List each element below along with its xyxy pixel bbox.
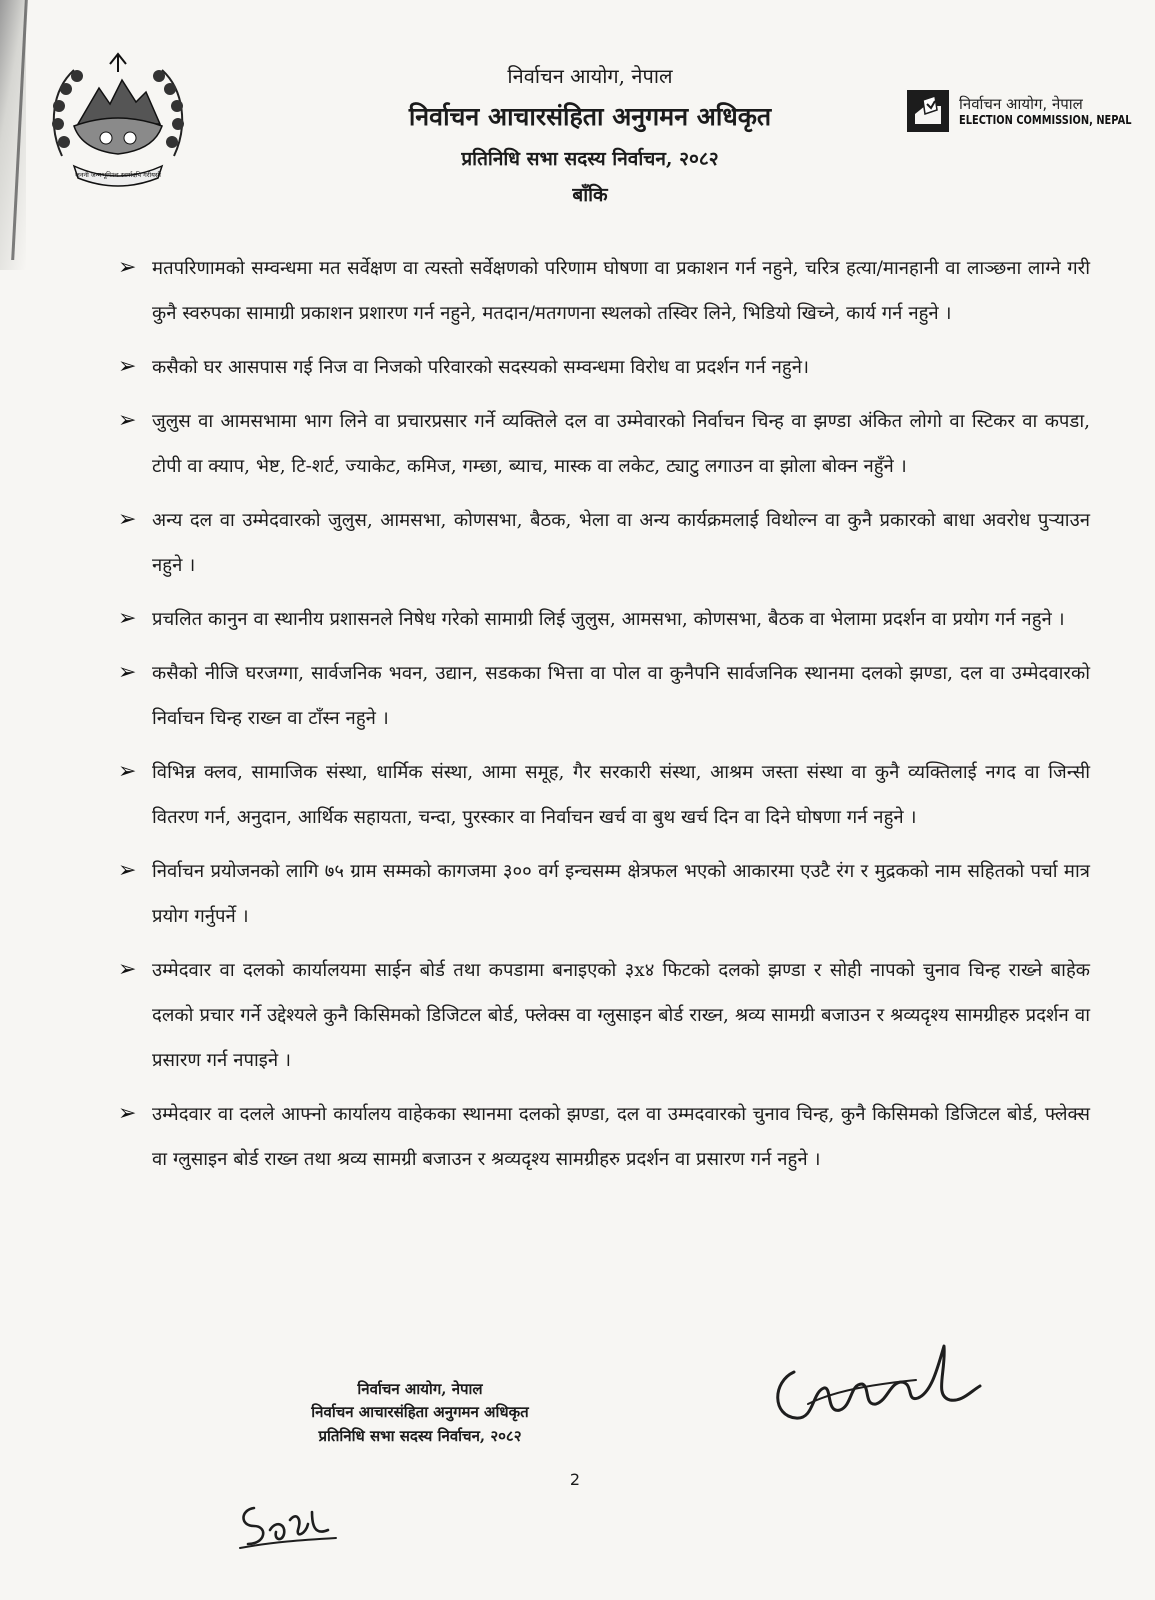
arrowhead-bullet-icon: ➢ bbox=[118, 1101, 137, 1126]
header-election: प्रतिनिधि सभा सदस्य निर्वाचन, २०८२ bbox=[461, 148, 719, 170]
rule-text: विभिन्न क्लव, सामाजिक संस्था, धार्मिक संस्था, आमा समूह, गैर सरकारी संस्था, आश्रम जस्ता संस्था वा कुनै व्यक्तिलाई नगद वा जिन्सी वितरण गर्न, अनुदान, आर्थिक सहायता, चन्दा, पुरस्कार वा निर्वाचन खर्च वा बुथ खर्च दिन वा दिने घोषणा गर्न नहुने । bbox=[152, 762, 1090, 828]
list-item bbox=[118, 849, 1090, 939]
arrowhead-bullet-icon: ➢ bbox=[118, 858, 137, 883]
footer-organization: निर्वाचन आयोग, नेपाल bbox=[357, 1380, 483, 1398]
arrowhead-bullet-icon: ➢ bbox=[118, 507, 137, 532]
arrowhead-bullet-icon: ➢ bbox=[118, 957, 137, 982]
rule-text: जुलुस वा आमसभामा भाग लिने वा प्रचारप्रसार गर्ने व्यक्तिले दल वा उम्मेवारको निर्वाचन चिन्ह वा झण्डा अंकित लोगो वा स्टिकर वा कपडा, टोपी वा क्याप, भेष्ट, टि-शर्ट, ज्याकेट, कमिज, गम्छा, ब्याच, मास्क वा लकेट, ट्याटु लगाउन वा झोला बोक्न नहुँने । bbox=[152, 411, 1090, 477]
rule-text: कसैको घर आसपास गई निज वा निजको परिवारको सदस्यको सम्वन्धमा विरोध वा प्रदर्शन गर्न नहुने। bbox=[152, 357, 809, 378]
signature-block bbox=[270, 1378, 570, 1448]
rule-text: उम्मेदवार वा दलको कार्यालयमा साईन बोर्ड तथा कपडामा बनाइएको ३x४ फिटको दलको झण्डा र सोही नापको चुनाव चिन्ह राख्ने बाहेक दलको प्रचार गर्ने उद्देश्यले कुनै किसिमको डिजिटल बोर्ड, फ्लेक्स वा ग्लुसाइन बोर्ड राख्न, श्रव्य सामग्री बजाउन र श्रव्यदृश्य सामग्रीहरु प्रदर्शन वा प्रसारण गर्न नपाइने । bbox=[152, 960, 1090, 1071]
footer-election: प्रतिनिधि सभा सदस्य निर्वाचन, २०८२ bbox=[318, 1426, 522, 1445]
page-number: 2 bbox=[569, 1470, 581, 1489]
rule-text: निर्वाचन प्रयोजनको लागि ७५ ग्राम सम्मको कागजमा ३०० वर्ग इन्चसम्म क्षेत्रफल भएको आकारमा एउटै रंग र मुद्रकको नाम सहितको पर्चा मात्र प्रयोग गर्नुपर्ने । bbox=[152, 861, 1090, 927]
rule-text: अन्य दल वा उम्मेदवारको जुलुस, आमसभा, कोणसभा, बैठक, भेला वा अन्य कार्यक्रमलाई विथोल्न वा कुनै प्रकारको बाधा अवरोध पुर्‍याउन नहुने । bbox=[152, 510, 1090, 576]
arrowhead-bullet-icon: ➢ bbox=[118, 606, 137, 631]
list-item bbox=[118, 498, 1090, 588]
footer-office: निर्वाचन आचारसंहिता अनुगमन अधिकृत bbox=[311, 1403, 529, 1422]
list-item bbox=[118, 750, 1090, 840]
list-item bbox=[118, 597, 1090, 642]
signature-icon bbox=[766, 1326, 996, 1436]
logo-name-nepali: निर्वाचन आयोग, नेपाल bbox=[959, 94, 1083, 113]
election-commission-logo-icon bbox=[907, 90, 949, 132]
list-item bbox=[118, 1092, 1090, 1182]
arrowhead-bullet-icon: ➢ bbox=[118, 660, 137, 685]
arrowhead-bullet-icon: ➢ bbox=[118, 408, 137, 433]
list-item bbox=[118, 345, 1090, 390]
arrowhead-bullet-icon: ➢ bbox=[118, 759, 137, 784]
list-item bbox=[118, 399, 1090, 489]
logo-name-english: ELECTION COMMISSION, NEPAL bbox=[959, 112, 1132, 127]
code-of-conduct-list bbox=[118, 246, 1090, 1191]
list-item bbox=[118, 246, 1090, 336]
header-section-label: बाँकि bbox=[572, 184, 608, 206]
list-item bbox=[118, 651, 1090, 741]
svg-text:जननी जन्मभूमिश्च स्वर्गादपि गर: जननी जन्मभूमिश्च स्वर्गादपि गरीयसी bbox=[75, 171, 161, 179]
nepal-government-emblem-icon bbox=[44, 46, 192, 194]
rule-text: मतपरिणामको सम्वन्धमा मत सर्वेक्षण वा त्यस्तो सर्वेक्षणको परिणाम घोषणा वा प्रकाशन गर्न नहुने, चरित्र हत्या/मानहानी वा लाञ्छना लाग्ने गरी कुनै स्वरुपका सामाग्री प्रकाशन प्रशारण गर्न नहुने, मतदान/मतगणना स्थलको तस्विर लिने, भिडियो खिच्ने, कार्य गर्न नहुने । bbox=[152, 258, 1090, 324]
arrowhead-bullet-icon: ➢ bbox=[118, 354, 137, 379]
handwritten-initials-icon bbox=[232, 1490, 342, 1560]
header-office: निर्वाचन आचारसंहिता अनुगमन अधिकृत bbox=[408, 102, 772, 131]
list-item bbox=[118, 948, 1090, 1083]
rule-text: उम्मेदवार वा दलले आफ्नो कार्यालय वाहेकका स्थानमा दलको झण्डा, दल वा उम्मदवारको चुनाव चिन्ह, कुनै किसिमको डिजिटल बोर्ड, फ्लेक्स वा ग्लुसाइन बोर्ड राख्न तथा श्रव्य सामग्री बजाउन र श्रव्यदृश्य सामग्रीहरु प्रदर्शन वा प्रसारण गर्न नहुने । bbox=[152, 1104, 1090, 1170]
arrowhead-bullet-icon: ➢ bbox=[118, 255, 137, 280]
rule-text: कसैको नीजि घरजग्गा, सार्वजनिक भवन, उद्यान, सडकका भित्ता वा पोल वा कुनैपनि सार्वजनिक स्थानमा दलको झण्डा, दल वा उम्मेदवारको निर्वाचन चिन्ह राख्न वा टाँस्न नहुने । bbox=[152, 663, 1090, 729]
rule-text: प्रचलित कानुन वा स्थानीय प्रशासनले निषेध गरेको सामाग्री लिई जुलुस, आमसभा, कोणसभा, बैठक वा भेलामा प्रदर्शन वा प्रयोग गर्न नहुने । bbox=[152, 609, 1065, 630]
header-organization: निर्वाचन आयोग, नेपाल bbox=[507, 64, 673, 88]
election-commission-logo bbox=[907, 90, 1155, 132]
document-header bbox=[300, 62, 880, 207]
